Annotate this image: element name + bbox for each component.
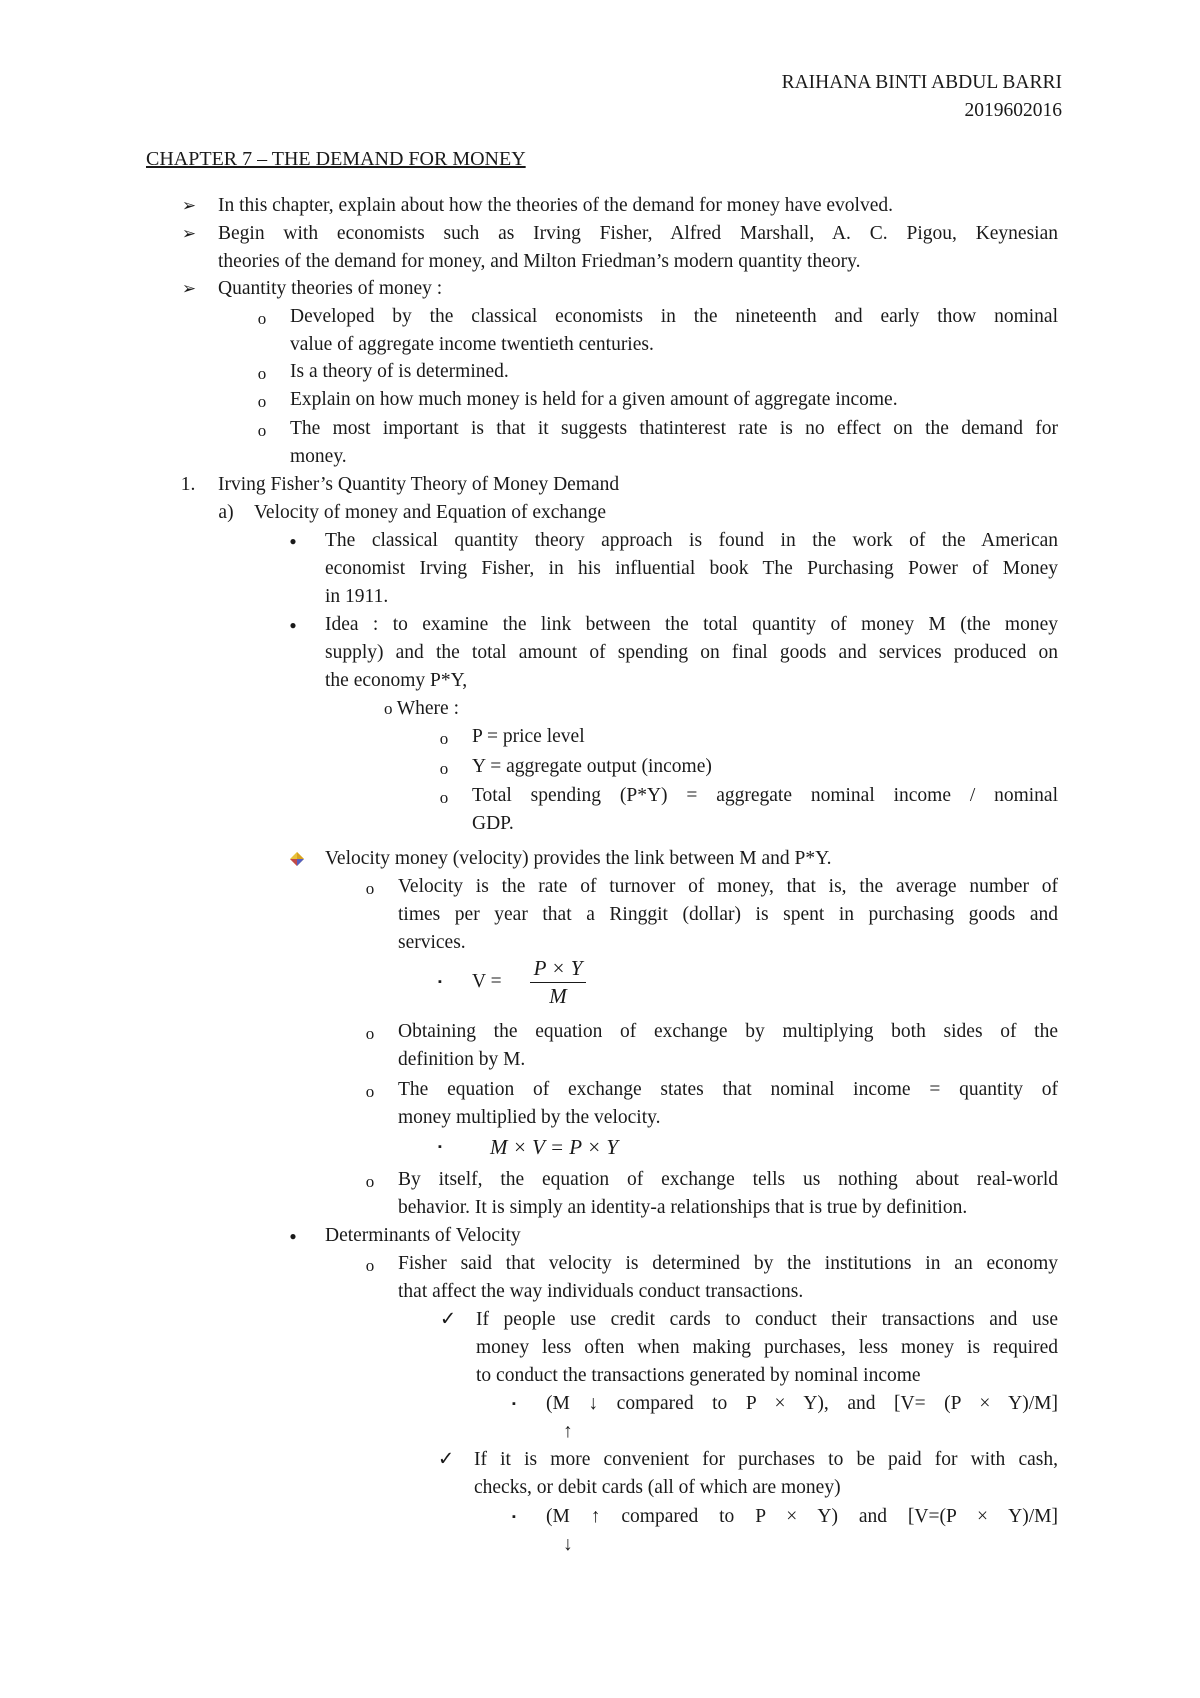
circle-bullet-icon: o xyxy=(365,1256,375,1275)
fisher-bullet-1-cont-2: in 1911. xyxy=(325,586,389,607)
up-arrow-icon: ↑ xyxy=(563,1421,573,1442)
bullet-icon: ● xyxy=(289,618,297,632)
velocity-point-3-cont: money multiplied by the velocity. xyxy=(398,1107,661,1128)
circle-bullet-icon: o xyxy=(365,1082,375,1101)
determinants-point-cont: that affect the way individuals conduct transactions. xyxy=(398,1281,804,1302)
idea-bullet: Idea : to examine the link between the total quantity of money M (the money xyxy=(325,614,1058,635)
chapter-title: CHAPTER 7 – THE DEMAND FOR MONEY xyxy=(146,148,526,170)
equation-of-exchange: M × V = P × Y xyxy=(490,1135,619,1159)
circle-bullet-icon: o xyxy=(257,392,267,411)
quantity-point-4: The most important is that it suggests thatinterest rate is no effect on the demand for xyxy=(290,418,1058,439)
circle-bullet-icon: o xyxy=(365,879,375,898)
quantity-point-3: Explain on how much money is held for a given amount of aggregate income. xyxy=(290,389,898,410)
arrowhead-bullet-icon: ➢ xyxy=(181,196,197,215)
velocity-point-1-cont: times per year that a Ringgit (dollar) is spent in purchasing goods and xyxy=(398,904,1058,925)
circle-bullet-icon: o xyxy=(439,729,449,748)
arrowhead-bullet-icon: ➢ xyxy=(181,279,197,298)
check-icon: ✓ xyxy=(439,1309,457,1330)
idea-bullet-cont: supply) and the total amount of spending on final goods and services produced on xyxy=(325,642,1058,663)
circle-bullet-icon: o xyxy=(439,788,449,807)
down-arrow-icon: ↓ xyxy=(563,1534,573,1555)
intro-line: In this chapter, explain about how the theories of the demand for money have evolved. xyxy=(218,195,894,216)
where-total-spending: Total spending (P*Y) = aggregate nominal income / nominal xyxy=(472,785,1058,806)
bullet-icon: ● xyxy=(289,534,297,548)
square-bullet-icon: ▪ xyxy=(512,1511,516,1523)
fraction-numerator: P × Y xyxy=(530,954,586,983)
bullet-icon: ● xyxy=(289,1229,297,1243)
velocity-point-3: The equation of exchange states that nominal income = quantity of xyxy=(398,1079,1058,1100)
velocity-point-4-cont: behavior. It is simply an identity-a relationships that is true by definition. xyxy=(398,1197,968,1218)
section-1-heading: Irving Fisher’s Quantity Theory of Money Demand xyxy=(218,474,620,495)
where-price-level: P = price level xyxy=(472,726,585,747)
student-id: 2019602016 xyxy=(964,100,1062,121)
determinants-point: Fisher said that velocity is determined by the institutions in an economy xyxy=(398,1253,1058,1274)
idea-bullet-cont-2: the economy P*Y, xyxy=(325,670,468,691)
where-aggregate-output: Y = aggregate output (income) xyxy=(472,756,712,777)
velocity-fraction xyxy=(530,954,586,1009)
fisher-bullet-1: The classical quantity theory approach is found in the work of the American xyxy=(325,530,1058,551)
fraction-denominator: M xyxy=(549,984,567,1008)
where-label: Where : xyxy=(396,698,460,719)
author-name: RAIHANA BINTI ABDUL BARRI xyxy=(781,72,1062,93)
square-bullet-icon: ▪ xyxy=(438,976,442,988)
square-bullet-icon: ▪ xyxy=(438,1141,442,1153)
cash-case: If it is more convenient for purchases to be paid for with cash, xyxy=(474,1449,1058,1470)
credit-card-case-cont: money less often when making purchases, less money is required xyxy=(476,1337,1058,1358)
velocity-point-2-cont: definition by M. xyxy=(398,1049,526,1070)
circle-bullet-icon: o xyxy=(257,421,267,440)
quantity-point-1-cont: value of aggregate income twentieth centuries. xyxy=(290,334,654,355)
section-number: 1. xyxy=(180,474,196,495)
square-bullet-icon: ▪ xyxy=(512,1398,516,1410)
arrowhead-bullet-icon: ➢ xyxy=(181,224,197,243)
quantity-point-4-cont: money. xyxy=(290,446,347,467)
velocity-heading: Velocity money (velocity) provides the link between M and P*Y. xyxy=(325,848,832,869)
circle-bullet-icon: o xyxy=(365,1024,375,1043)
where-total-spending-cont: GDP. xyxy=(472,813,514,834)
circle-bullet-icon: o xyxy=(439,759,449,778)
credit-card-case: If people use credit cards to conduct their transactions and use xyxy=(476,1309,1058,1330)
velocity-point-1-cont-2: services. xyxy=(398,932,466,953)
determinants-heading: Determinants of Velocity xyxy=(325,1225,521,1246)
cash-relation: (M ↑ compared to P × Y) and [V=(P × Y)/M] xyxy=(546,1506,1058,1527)
economists-line: Begin with economists such as Irving Fisher, Alfred Marshall, A. C. Pigou, Keynesian xyxy=(218,223,1058,244)
cash-case-cont: checks, or debit cards (all of which are money) xyxy=(474,1477,841,1498)
circle-bullet-icon: o xyxy=(365,1172,375,1191)
velocity-point-2: Obtaining the equation of exchange by multiplying both sides of the xyxy=(398,1021,1058,1042)
circle-bullet-icon: o xyxy=(257,309,267,328)
circle-bullet-icon: o xyxy=(384,699,397,718)
diamond-bullet-icon xyxy=(289,851,305,867)
check-icon: ✓ xyxy=(437,1449,455,1470)
credit-card-relation: (M ↓ compared to P × Y), and [V= (P × Y)/M] xyxy=(546,1393,1058,1414)
credit-card-case-cont-2: to conduct the transactions generated by nominal income xyxy=(476,1365,921,1386)
velocity-equation-lhs: V = xyxy=(472,971,502,992)
quantity-point-1: Developed by the classical economists in the nineteenth and early thow nominal xyxy=(290,306,1058,327)
velocity-point-1: Velocity is the rate of turnover of money, that is, the average number of xyxy=(398,876,1058,897)
subsection-a-heading: Velocity of money and Equation of exchange xyxy=(254,502,606,523)
velocity-point-4: By itself, the equation of exchange tells us nothing about real-world xyxy=(398,1169,1058,1190)
quantity-point-2: Is a theory of is determined. xyxy=(290,361,509,382)
subsection-letter: a) xyxy=(218,502,234,523)
circle-bullet-icon: o xyxy=(257,364,267,383)
economists-line-cont: theories of the demand for money, and Milton Friedman’s modern quantity theory. xyxy=(218,251,861,272)
fisher-bullet-1-cont: economist Irving Fisher, in his influential book The Purchasing Power of Money xyxy=(325,558,1058,579)
quantity-theories-heading: Quantity theories of money : xyxy=(218,278,443,299)
